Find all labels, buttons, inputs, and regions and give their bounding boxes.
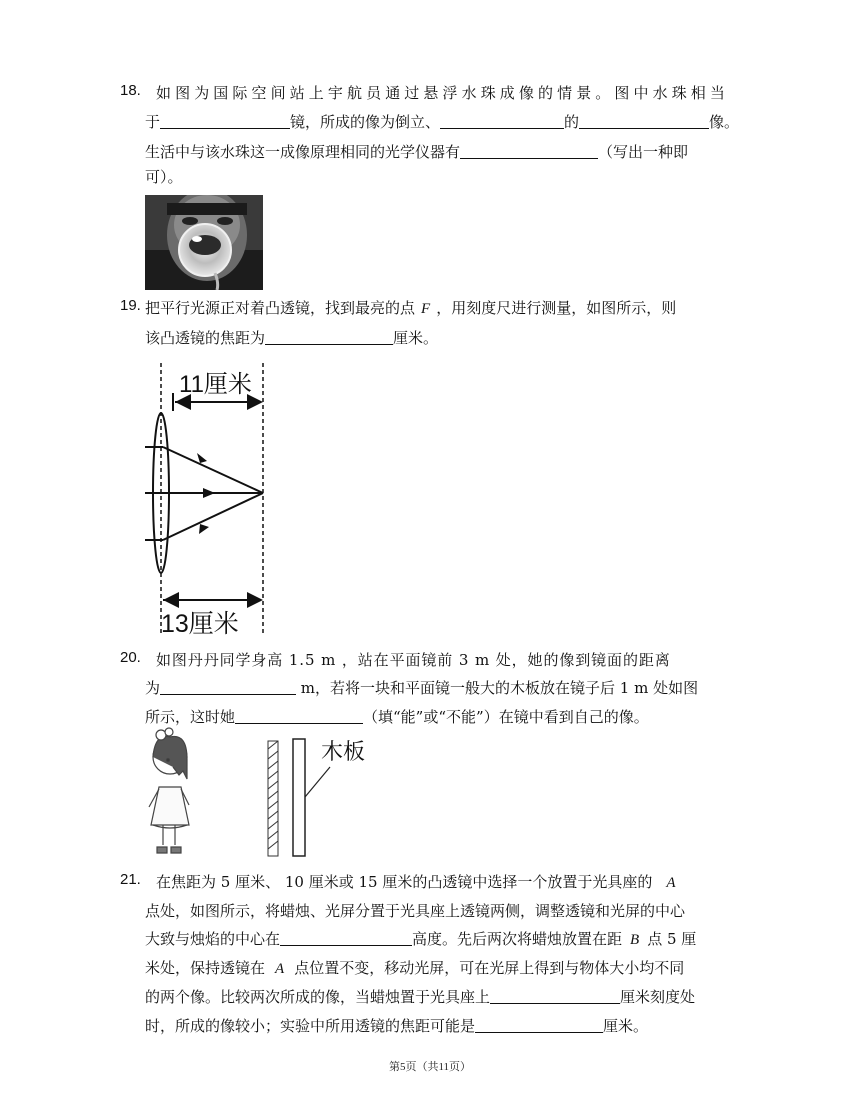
q21-line-4: 米处，保持透镜在 A 点位置不变，移动光屏，可在光屏上得到与物体大小均不同 [145,959,685,977]
page-footer: 第5页（共11页） [388,1061,472,1073]
q19-line-2: 该凸透镜的焦距为 厘米。 [145,329,439,347]
q18-blank-1[interactable] [160,112,290,129]
q21-line-1: 在焦距为 5 厘米、 10 厘米或 15 厘米的凸透镜中选择一个放置于光具座的 A [156,873,676,891]
q18-blank-4[interactable] [460,142,598,159]
q20-line-3: 所示，这时她 （填“能”或“不能”）在镜中看到自己的像。 [145,708,649,726]
question-20-number: 20. [120,649,141,666]
q21-line-6: 时，所成的像较小；实验中所用透镜的焦距可能是 厘米。 [145,1017,649,1035]
q19-line-1: 把平行光源正对着凸透镜，找到最亮的点 F ，用刻度尺进行测量，如图所示，则 [145,299,677,317]
q21-blank-1[interactable] [280,929,412,946]
question-21-number: 21. [120,871,141,888]
q18-line-2: 于 镜，所成的像为倒立、 的 像。 [145,113,740,131]
focal-label-top: 11厘米 [179,371,252,398]
q18-blank-2[interactable] [440,112,564,129]
q21-line-5: 的两个像。比较两次所成的像，当蜡烛置于光具座上 厘米刻度处 [145,988,696,1006]
board-label: 木板 [321,739,366,764]
q21-blank-2[interactable] [490,987,620,1004]
wooden-board [293,739,305,856]
q19-blank-1[interactable] [265,328,393,345]
girl-figure [149,728,189,853]
q21-blank-3[interactable] [475,1016,603,1033]
question-19-number: 19. [120,297,141,314]
q18-blank-3[interactable] [579,112,709,129]
q20-line-2: 为 m，若将一块和平面镜一般大的木板放在镜子后 1 m 处如图 [145,679,699,697]
q18-line-1: 如图为国际空间站上宇航员通过悬浮水珠成像的情景。图中水珠相当 [156,84,730,102]
q20-line-1: 如图丹丹同学身高 1.5 m ，站在平面镜前 3 m 处，她的像到镜面的距离 [156,651,671,669]
q20-blank-2[interactable] [235,707,363,724]
q20-blank-1[interactable] [160,678,296,695]
q18-line-4: 可）。 [145,168,183,186]
q21-line-2: 点处，如图所示，将蜡烛、光屏分置于光具座上透镜两侧，调整透镜和光屏的中心 [145,902,686,920]
focal-label-bottom: 13厘米 [161,610,239,638]
q21-line-3: 大致与烛焰的中心在 高度。先后两次将蜡烛放置在距 B 点 5 厘 [145,930,697,948]
question-18-number: 18. [120,82,141,99]
q18-line-3: 生活中与该水珠这一成像原理相同的光学仪器有 （写出一种即 [145,143,689,161]
astronaut-water-drop-photo [145,195,263,290]
